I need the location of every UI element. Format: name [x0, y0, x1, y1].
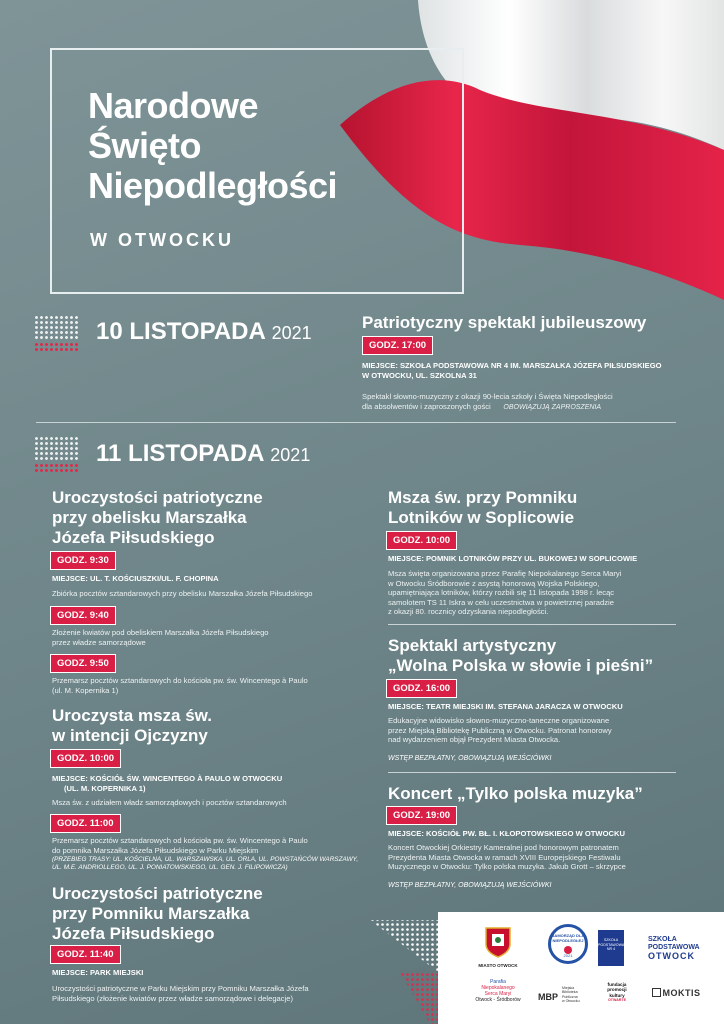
city-logo: MIASTO OTWOCK: [478, 924, 518, 968]
time-badge: GODZ. 10:00: [386, 531, 457, 550]
event-description: Przemarsz pocztów sztandarowych od kościoła pw. św. Wincentego à Paulo do pomnika Marszałka Józefa Piłsudskiego w Parku Miejskim: [52, 836, 308, 855]
event-title: Spektakl artystyczny „Wolna Polska w słowie i pieśni”: [388, 636, 654, 675]
dots-decor-red: [34, 463, 80, 473]
divider: [36, 422, 676, 423]
triangle-dots-decor: [360, 912, 440, 1024]
event-description: Edukacyjne widowisko słowno-muzyczno-taneczne organizowane przez Miejską Bibliotekę Publiczną w Otwocku. Patronat honorowy nad wydarzeniem objął Prezydent Miasta Otwocka.: [388, 716, 612, 744]
event-description: Uroczystości patriotyczne w Parku Miejskim przy Pomniku Marszałka Józefa Piłsudskiego (złożenie kwiatów przez władze samorządowe i delegacje): [52, 984, 309, 1003]
time-badge: GODZ. 10:00: [50, 749, 121, 768]
event-note: WSTĘP BEZPŁATNY, OBOWIĄZUJĄ WEJŚCIÓWKI: [388, 882, 552, 889]
time-badge: GODZ. 19:00: [386, 806, 457, 825]
parish-logo: Parafia Niepokalanego Serca Maryi Otwock - Śródborów: [475, 979, 521, 1003]
event-title: Uroczystości patriotyczne przy Pomniku Marszałka Józefa Piłsudskiego: [52, 884, 263, 943]
moktis-logo: MOKTIS: [646, 988, 706, 998]
sponsor-logos: [438, 912, 724, 1024]
event-title: Uroczystości patriotyczne przy obelisku Marszałka Józefa Piłsudskiego: [52, 488, 263, 547]
time-badge: GODZ. 11:40: [50, 945, 121, 964]
date-heading-2: 11 LISTOPADA 2021: [96, 440, 311, 467]
time-badge: GODZ. 11:00: [50, 814, 121, 833]
route-description: (PRZEBIEG TRASY: UL. KOŚCIELNA, UL. WARSZAWSKA, UL. ORLA, UL. POWSTAŃCÓW WARSZAWY, UL. M.E. ANDRIOLLEGO, UL. J. PONIATOWSKIEGO, UL. GEN. J. FILIPOWICZA): [52, 856, 359, 871]
moktis-icon: [652, 988, 661, 997]
fundacja-logo: fundacja promocji kultury OTWARTE: [607, 982, 627, 1003]
event-description: Msza święta organizowana przez Parafię Niepokalanego Serca Maryi w Otwocku Śródborowie z asystą honorową Wojska Polskiego, upamiętniająca lotników, którzy rozbili się 11 listopada 1998 r. lecąc samolotem TS 11 Iskra w celu uczestnictwa w powietrznej paradzie z okazji 80. rocznicy odzyskania niepodległości.: [388, 569, 622, 616]
time-badge: GODZ. 16:00: [386, 679, 457, 698]
dots-decor-red: [34, 342, 80, 352]
time-badge: GODZ. 9:30: [50, 551, 116, 570]
event-place: MIEJSCE: PARK MIEJSKI: [52, 968, 144, 977]
time-badge: GODZ. 9:40: [50, 606, 116, 625]
divider: [388, 624, 676, 625]
event-description: Złożenie kwiatów pod obeliskiem Marszałka Józefa Piłsudskiego przez władze samorządowe: [52, 628, 269, 647]
time-badge: GODZ. 9:50: [50, 654, 116, 673]
time-badge: GODZ. 17:00: [362, 336, 433, 355]
event-title: Koncert „Tylko polska muzyka”: [388, 784, 643, 803]
dots-decor: [34, 315, 80, 341]
crest-icon: [483, 924, 513, 958]
event-place: MIEJSCE: TEATR MIEJSKI IM. STEFANA JARACZA W OTWOCKU: [388, 702, 623, 711]
event-description: Spektakl słowno-muzyczny z okazji 90-lecia szkoły i Święta Niepodległości dla absolwentów i zaproszonych gości OBOWIĄZUJĄ ZAPROSZENIA: [362, 392, 613, 411]
event-description: Koncert Otwockiej Orkiestry Kameralnej pod honorowym patronatem Prezydenta Miasta Otwocka w ramach XVIII Europejskiego Festiwalu Muzycznego w Otwocku: Tylko polska muzyka. Jakub Grott – skrzypce: [388, 843, 626, 871]
event-place: MIEJSCE: SZKOŁA PODSTAWOWA NR 4 IM. MARSZAŁKA JÓZEFA PIŁSUDSKIEGO W OTWOCKU, UL. SZKOLNA 31: [362, 361, 662, 380]
event-place: MIEJSCE: KOŚCIÓŁ ŚW. WINCENTEGO À PAULO W OTWOCKU (UL. M. KOPERNIKA 1): [52, 774, 283, 793]
event-note: WSTĘP BEZPŁATNY, OBOWIĄZUJĄ WEJŚCIÓWKI: [388, 755, 552, 762]
page-title: Narodowe Święto Niepodległości: [88, 85, 338, 206]
event-description: Msza św. z udziałem władz samorządowych i pocztów sztandarowych: [52, 798, 287, 807]
event-place: MIEJSCE: POMNIK LOTNIKÓW PRZY UL. BUKOWEJ W SOPLICOWIE: [388, 554, 638, 563]
page-subtitle: W OTWOCKU: [90, 230, 234, 250]
samorzad-logo: SAMORZĄD DLA NIEPODLEGŁEJ 2021: [546, 924, 590, 964]
event-description: Zbiórka pocztów sztandarowych przy obelisku Marszałka Józefa Piłsudskiego: [52, 589, 313, 598]
event-description: Przemarsz pocztów sztandarowych do kościoła pw. św. Wincentego à Paulo (ul. M. Kopernika 1): [52, 676, 308, 695]
date-heading-1: 10 LISTOPADA 2021: [96, 318, 312, 345]
school4-logo: SZKOŁA PODSTAWOWA NR 4: [598, 930, 624, 966]
divider: [388, 772, 676, 773]
event-place: MIEJSCE: KOŚCIÓŁ PW. BŁ. I. KŁOPOTOWSKIEGO W OTWOCKU: [388, 829, 625, 838]
event-place: MIEJSCE: UL. T. KOŚCIUSZKI/UL. F. CHOPINA: [52, 574, 219, 583]
event-title: Uroczysta msza św. w intencji Ojczyzny: [52, 706, 212, 745]
school-otwock-logo: SZKOŁA PODSTAWOWA OTWOCK: [648, 936, 700, 961]
mbp-logo: MBP Miejska Biblioteka Publiczna w Otwocku: [538, 986, 580, 1004]
event-note: OBOWIĄZUJĄ ZAPROSZENIA: [503, 403, 602, 411]
dots-decor: [34, 436, 80, 462]
event-title: Patriotyczny spektakl jubileuszowy: [362, 313, 647, 332]
event-title: Msza św. przy Pomniku Lotników w Soplicowie: [388, 488, 578, 527]
